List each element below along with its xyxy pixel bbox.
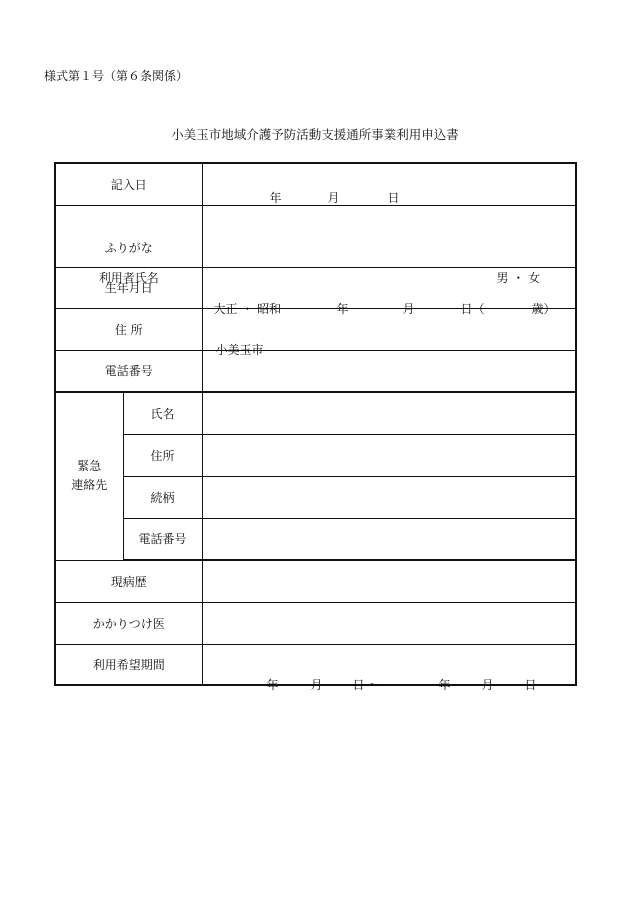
emergency-label-line2: 連絡先 bbox=[71, 478, 108, 493]
sex-selector[interactable]: 男 ・ 女 bbox=[496, 271, 541, 285]
birth-date-label: 生年月日 bbox=[55, 267, 202, 308]
birth-day-unit: 日（ bbox=[460, 301, 485, 316]
period-from-month: 月 bbox=[310, 678, 323, 693]
address-label: 住 所 bbox=[55, 308, 202, 350]
document-title: 小美玉市地域介護予防活動支援通所事業利用申込書 bbox=[171, 127, 459, 142]
row-phone bbox=[55, 350, 576, 392]
row-medical-history bbox=[55, 560, 576, 602]
doctor-field[interactable] bbox=[202, 602, 576, 644]
doctor-label: かかりつけ医 bbox=[55, 602, 202, 644]
row-emergency-phone bbox=[55, 518, 576, 560]
user-name-field[interactable] bbox=[202, 205, 576, 285]
emergency-address-field[interactable] bbox=[202, 434, 576, 476]
row-entry-date bbox=[55, 163, 576, 205]
row-user-name bbox=[55, 205, 576, 267]
period-to-year: 年 bbox=[438, 678, 451, 693]
entry-date-field[interactable] bbox=[202, 163, 576, 205]
period-field[interactable] bbox=[202, 644, 576, 693]
row-emergency-relationship bbox=[55, 476, 576, 518]
entry-date-year: 年 bbox=[269, 191, 282, 206]
entry-date-label: 記入日 bbox=[55, 163, 202, 205]
emergency-address-label: 住所 bbox=[123, 434, 202, 476]
emergency-phone-label: 電話番号 bbox=[123, 518, 202, 560]
entry-date-day: 日 bbox=[387, 191, 400, 206]
row-emergency-name bbox=[55, 392, 576, 434]
emergency-phone-field[interactable] bbox=[202, 518, 576, 560]
emergency-name-field[interactable] bbox=[202, 392, 576, 434]
row-address bbox=[55, 308, 576, 350]
row-period bbox=[55, 644, 576, 685]
user-name-label: 利用者氏名 bbox=[98, 271, 159, 285]
era-selector[interactable]: 大正 ・ 昭和 bbox=[213, 301, 282, 316]
period-to-month: 月 bbox=[481, 678, 494, 693]
phone-label: 電話番号 bbox=[55, 350, 202, 392]
entry-date-month: 月 bbox=[327, 191, 340, 206]
emergency-label-line1: 緊急 bbox=[77, 459, 102, 474]
row-emergency-address bbox=[55, 434, 576, 476]
application-form-table bbox=[54, 162, 577, 693]
emergency-name-label: 氏名 bbox=[123, 392, 202, 434]
period-from-year: 年 bbox=[266, 678, 279, 693]
row-doctor bbox=[55, 602, 576, 644]
medical-history-field[interactable] bbox=[202, 560, 576, 602]
age-unit: 歳） bbox=[531, 301, 556, 316]
period-label: 利用希望期間 bbox=[55, 644, 202, 685]
medical-history-label: 現病歴 bbox=[55, 560, 202, 602]
emergency-relationship-label: 続柄 bbox=[123, 476, 202, 518]
address-value: 小美玉市 bbox=[215, 343, 264, 357]
birth-year-unit: 年 bbox=[336, 301, 349, 316]
emergency-relationship-field[interactable] bbox=[202, 476, 576, 518]
user-name-label-cell bbox=[55, 205, 202, 285]
period-from-day: 日 ～ bbox=[352, 678, 381, 693]
furigana-label: ふりがな bbox=[104, 241, 153, 255]
period-to-day: 日 bbox=[524, 678, 537, 693]
birth-month-unit: 月 bbox=[402, 301, 415, 316]
form-number: 様式第１号（第６条関係） bbox=[44, 69, 189, 83]
emergency-contact-label bbox=[55, 392, 123, 560]
